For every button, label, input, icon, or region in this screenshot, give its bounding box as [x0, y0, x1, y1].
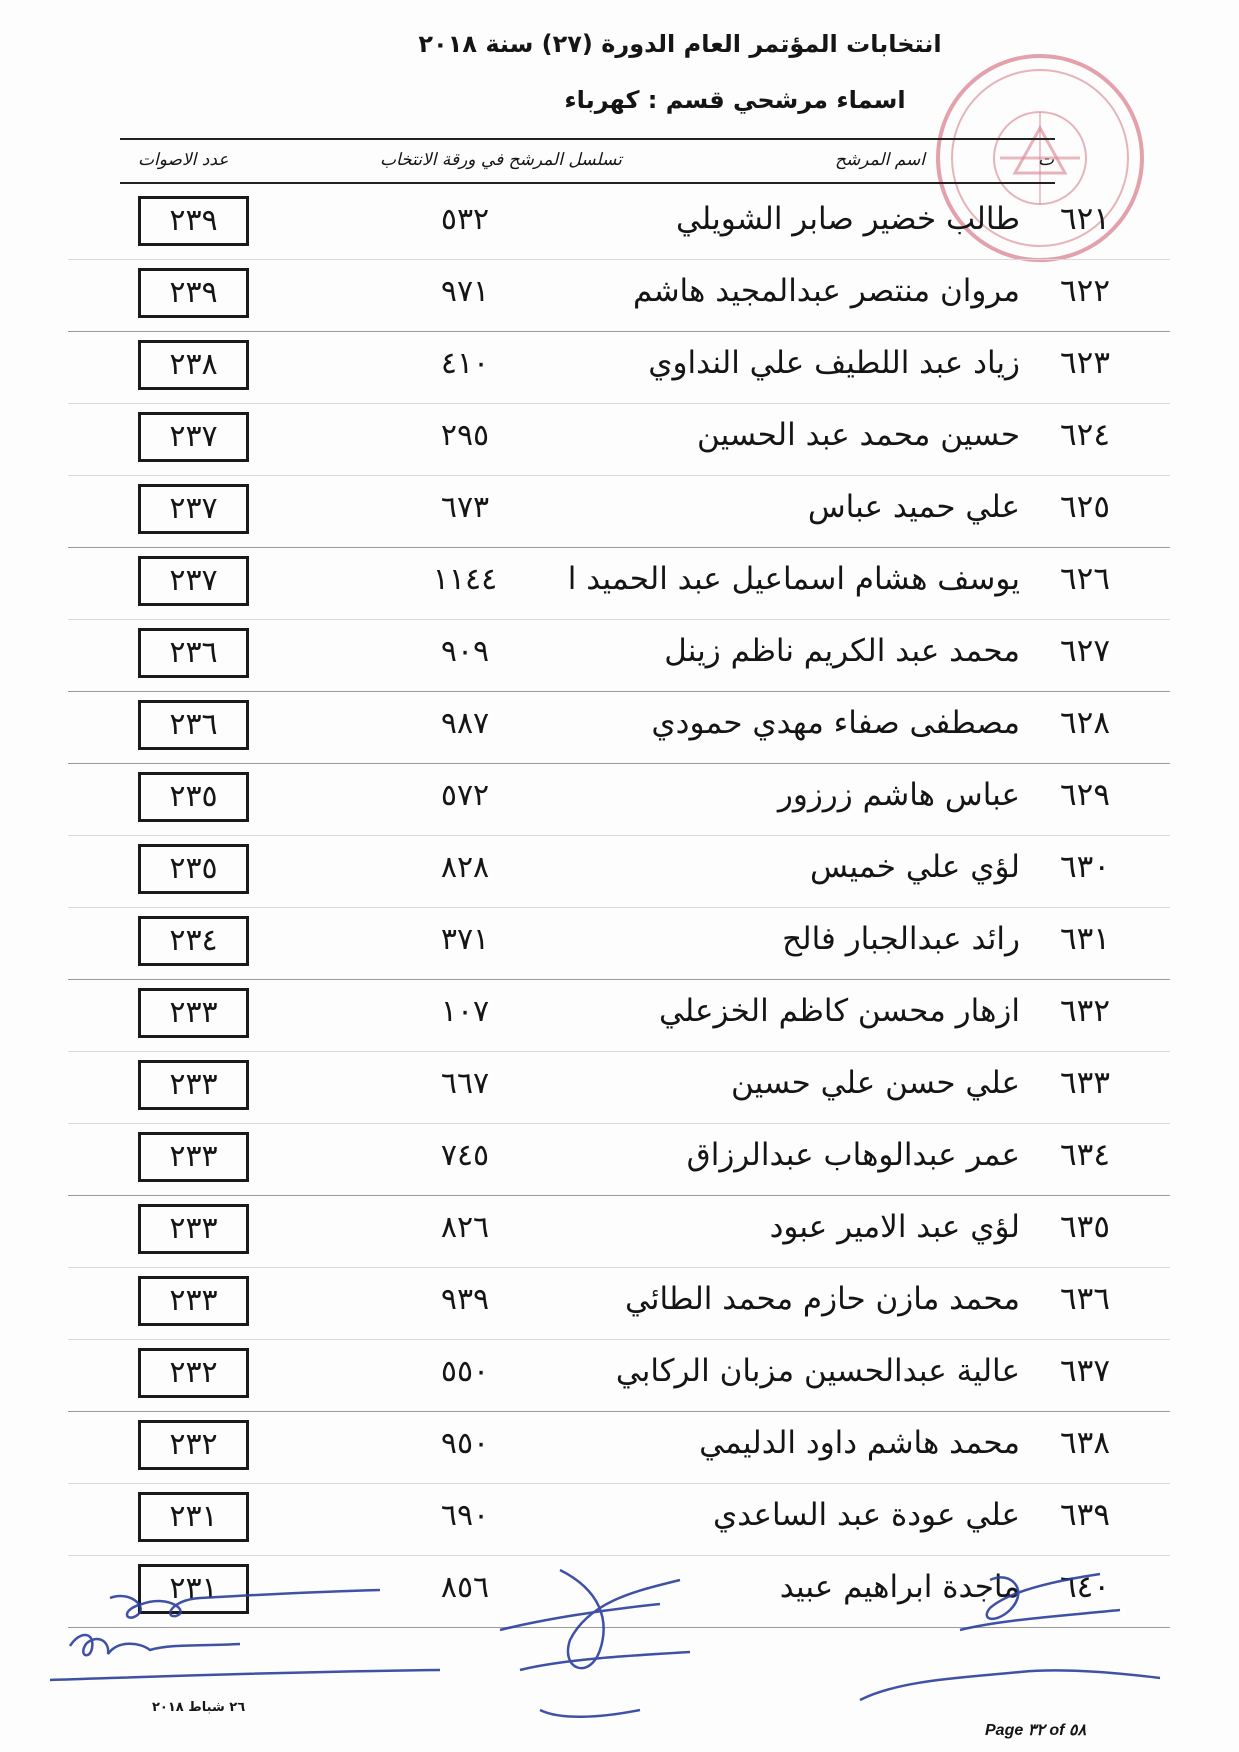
- ballot-sequence-column-header: تسلسل المرشح في ورقة الانتخاب: [380, 150, 622, 170]
- candidate-name-cell: زياد عبد اللطيف علي النداوي: [648, 345, 1020, 381]
- ballot-sequence-cell: ٩٧١: [440, 274, 490, 309]
- sequence-cell: ٦٢٧: [1060, 633, 1110, 669]
- page-title: انتخابات المؤتمر العام الدورة (٢٧) سنة ٢٠١٨: [418, 30, 942, 58]
- candidate-name-cell: مروان منتصر عبدالمجيد هاشم: [632, 273, 1020, 309]
- ballot-sequence-cell: ٥٧٢: [440, 778, 490, 813]
- ballot-sequence-cell: ١٠٧: [440, 994, 490, 1029]
- ballot-sequence-cell: ٦٧٣: [440, 490, 490, 525]
- vote-count-box: ٢٣٣: [138, 1204, 249, 1254]
- candidate-name-cell: طالب خضير صابر الشويلي: [675, 201, 1020, 237]
- candidate-name-cell: ماجدة ابراهيم عبيد: [779, 1569, 1020, 1605]
- candidate-name-cell: حسين محمد عبد الحسين: [697, 417, 1020, 453]
- vote-count-box: ٢٣٣: [138, 988, 249, 1038]
- ballot-sequence-cell: ٦٦٧: [440, 1066, 490, 1101]
- page-subtitle: اسماء مرشحي قسم : كهرباء: [564, 86, 906, 114]
- right-signature-icon: [860, 1574, 1160, 1700]
- vote-count-box: ٢٣٩: [138, 196, 249, 246]
- votes-column-header: عدد الاصوات: [138, 150, 229, 170]
- candidate-name-cell: عالية عبدالحسين مزبان الركابي: [615, 1353, 1020, 1389]
- candidate-name-cell: علي حميد عباس: [807, 489, 1020, 525]
- table-row: [60, 188, 1170, 260]
- sequence-cell: ٦٣٤: [1060, 1137, 1110, 1173]
- vote-count-box: ٢٣٣: [138, 1276, 249, 1326]
- ballot-sequence-cell: ١١٤٤: [432, 562, 498, 597]
- candidate-name-cell: علي عودة عبد الساعدي: [712, 1497, 1020, 1533]
- table-row: [60, 1124, 1170, 1196]
- sequence-cell: ٦٣٠: [1060, 849, 1110, 885]
- vote-count-box: ٢٣٤: [138, 916, 249, 966]
- candidate-name-cell: لؤي علي خميس: [810, 849, 1020, 885]
- candidate-name-cell: مصطفى صفاء مهدي حمودي: [651, 705, 1020, 741]
- ballot-sequence-cell: ٥٥٠: [440, 1354, 490, 1389]
- table-row: [60, 764, 1170, 836]
- table-row: [60, 1340, 1170, 1412]
- vote-count-box: ٢٣٧: [138, 412, 249, 462]
- sequence-cell: ٦٢٣: [1060, 345, 1110, 381]
- footer-date: ٢٦ شباط ٢٠١٨: [152, 1700, 246, 1715]
- vote-count-box: ٢٣٦: [138, 700, 249, 750]
- candidate-name-cell: محمد مازن حازم محمد الطائي: [625, 1281, 1020, 1317]
- candidate-name-cell: علي حسن علي حسين: [731, 1065, 1020, 1101]
- sequence-cell: ٦٢١: [1060, 201, 1110, 237]
- sequence-cell: ٦٣٩: [1060, 1497, 1110, 1533]
- ballot-sequence-cell: ٥٣٢: [440, 202, 490, 237]
- ballot-sequence-cell: ٩٥٠: [440, 1426, 490, 1461]
- sequence-cell: ٦٢٤: [1060, 417, 1110, 453]
- vote-count-box: ٢٣٥: [138, 844, 249, 894]
- table-row: [60, 908, 1170, 980]
- candidate-name-cell: يوسف هشام اسماعيل عبد الحميد ا: [567, 561, 1020, 597]
- candidate-name-cell: ازهار محسن كاظم الخزعلي: [658, 993, 1020, 1029]
- ballot-sequence-cell: ٩٨٧: [440, 706, 490, 741]
- vote-count-box: ٢٣٣: [138, 1060, 249, 1110]
- center-signature-icon: [500, 1570, 690, 1717]
- table-row: [60, 620, 1170, 692]
- sequence-cell: ٦٣٣: [1060, 1065, 1110, 1101]
- sequence-cell: ٦٢٢: [1060, 273, 1110, 309]
- sequence-column-header: ت: [1038, 150, 1055, 170]
- table-row: [60, 980, 1170, 1052]
- ballot-sequence-cell: ٣٧١: [440, 922, 490, 957]
- vote-count-box: ٢٣٢: [138, 1420, 249, 1470]
- table-row: [60, 404, 1170, 476]
- ballot-sequence-cell: ٩٣٩: [440, 1282, 490, 1317]
- ballot-sequence-cell: ٤١٠: [440, 346, 490, 381]
- ballot-sequence-cell: ٨٢٨: [440, 850, 490, 885]
- vote-count-box: ٢٣٧: [138, 556, 249, 606]
- sequence-cell: ٦٣١: [1060, 921, 1110, 957]
- sequence-cell: ٦٢٦: [1060, 561, 1110, 597]
- sequence-cell: ٦٣٥: [1060, 1209, 1110, 1245]
- table-row: [60, 836, 1170, 908]
- sequence-cell: ٦٢٥: [1060, 489, 1110, 525]
- vote-count-box: ٢٣١: [138, 1564, 249, 1614]
- table-row: [60, 332, 1170, 404]
- vote-count-box: ٢٣٢: [138, 1348, 249, 1398]
- sequence-cell: ٦٣٦: [1060, 1281, 1110, 1317]
- candidate-name-cell: محمد هاشم داود الدليمي: [699, 1425, 1020, 1461]
- sequence-cell: ٦٤٠: [1060, 1569, 1110, 1605]
- vote-count-box: ٢٣٩: [138, 268, 249, 318]
- ballot-sequence-cell: ٨٥٦: [440, 1570, 490, 1605]
- vote-count-box: ٢٣٨: [138, 340, 249, 390]
- vote-count-box: ٢٣٣: [138, 1132, 249, 1182]
- table-row: [60, 1484, 1170, 1556]
- candidate-name-cell: رائد عبدالجبار فالح: [782, 921, 1020, 957]
- table-row: [60, 548, 1170, 620]
- table-row: [60, 692, 1170, 764]
- table-row: [60, 1052, 1170, 1124]
- vote-count-box: ٢٣١: [138, 1492, 249, 1542]
- left-signature-icon: [50, 1590, 440, 1680]
- sequence-cell: ٦٢٩: [1060, 777, 1110, 813]
- vote-count-box: ٢٣٧: [138, 484, 249, 534]
- candidate-name-cell: عمر عبدالوهاب عبدالرزاق: [686, 1137, 1020, 1173]
- page-number: Page ٣٢ of ٥٨: [985, 1722, 1087, 1739]
- sequence-cell: ٦٣٢: [1060, 993, 1110, 1029]
- vote-count-box: ٢٣٦: [138, 628, 249, 678]
- vote-count-box: ٢٣٥: [138, 772, 249, 822]
- sequence-cell: ٦٣٧: [1060, 1353, 1110, 1389]
- table-row: [60, 1196, 1170, 1268]
- ballot-sequence-cell: ٨٢٦: [440, 1210, 490, 1245]
- sequence-cell: ٦٣٨: [1060, 1425, 1110, 1461]
- table-row: [60, 476, 1170, 548]
- candidate-name-cell: لؤي عبد الامير عبود: [769, 1209, 1020, 1245]
- candidate-name-cell: عباس هاشم زرزور: [777, 777, 1020, 813]
- ballot-sequence-cell: ٩٠٩: [440, 634, 490, 669]
- candidate-name-column-header: اسم المرشح: [835, 150, 926, 170]
- table-row: [60, 1412, 1170, 1484]
- ballot-sequence-cell: ٢٩٥: [440, 418, 490, 453]
- table-row: [60, 1268, 1170, 1340]
- sequence-cell: ٦٢٨: [1060, 705, 1110, 741]
- ballot-sequence-cell: ٦٩٠: [440, 1498, 490, 1533]
- ballot-sequence-cell: ٧٤٥: [440, 1138, 490, 1173]
- candidate-name-cell: محمد عبد الكريم ناظم زينل: [664, 633, 1020, 669]
- table-row: [60, 260, 1170, 332]
